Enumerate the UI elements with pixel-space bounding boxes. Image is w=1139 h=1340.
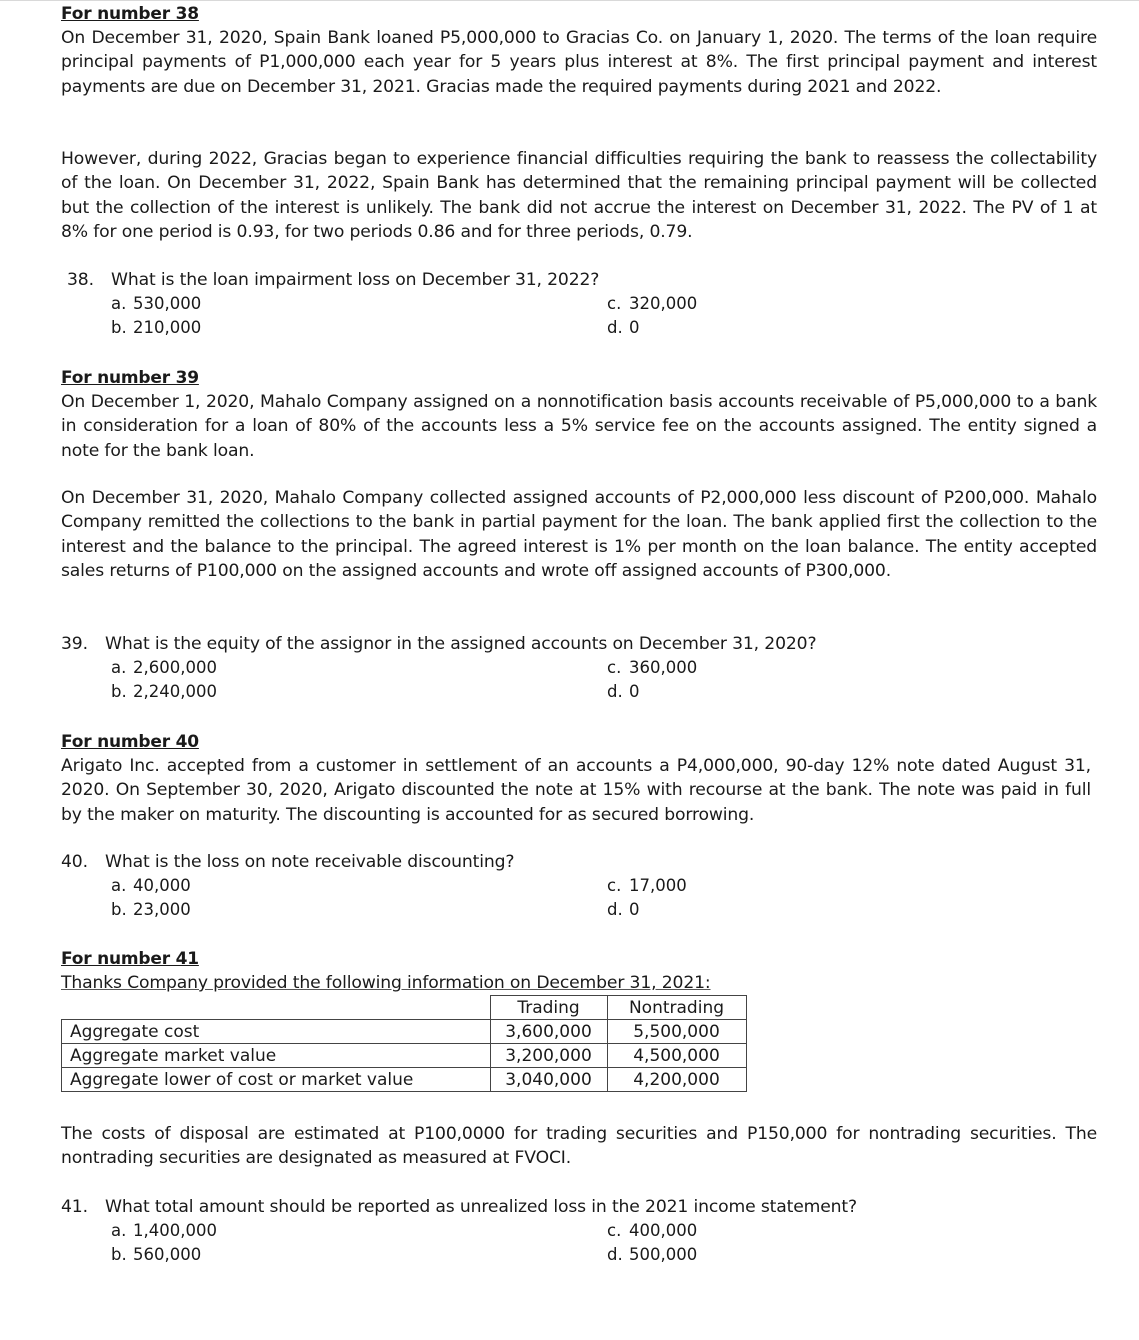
choice-b[interactable]: b. 2,240,000 <box>111 682 217 701</box>
choice-a[interactable]: a. 1,400,000 <box>111 1221 217 1240</box>
question-number: 40. <box>61 852 88 872</box>
cell-trading: 3,200,000 <box>490 1044 607 1068</box>
column-header-nontrading: Nontrading <box>607 996 746 1020</box>
question-text: What total amount should be reported as unrealized loss in the 2021 income statement? <box>105 1197 857 1217</box>
question-39 <box>61 632 1097 704</box>
question-number: 41. <box>61 1197 88 1217</box>
cell-trading: 3,600,000 <box>490 1020 607 1044</box>
choice-d[interactable]: d. 0 <box>607 900 640 919</box>
question-41 <box>61 1195 1097 1267</box>
choice-b[interactable]: b. 560,000 <box>111 1245 202 1264</box>
section-heading: For number 40 <box>61 732 199 752</box>
top-border <box>0 0 1139 1</box>
choice-d[interactable]: d. 0 <box>607 682 640 701</box>
data-table <box>61 995 747 1092</box>
table-row <box>62 1020 747 1044</box>
row-label: Aggregate market value <box>62 1044 491 1068</box>
question-40 <box>61 850 1097 922</box>
choice-b[interactable]: b. 23,000 <box>111 900 191 919</box>
section-heading: For number 41 <box>61 949 199 969</box>
choice-d[interactable]: d. 0 <box>607 318 640 337</box>
section-40 <box>61 730 1097 827</box>
paragraph: The costs of disposal are estimated at P100,0000 for trading securities and P150,000 for nontrading securities. The nontrading securities are designated as measured at FVOCI. <box>61 1124 1097 1169</box>
choice-b[interactable]: b. 210,000 <box>111 318 202 337</box>
choice-a[interactable]: a. 40,000 <box>111 876 191 895</box>
cell-nontrading: 4,500,000 <box>607 1044 746 1068</box>
choice-c[interactable]: c. 400,000 <box>607 1221 698 1240</box>
cell-trading: 3,040,000 <box>490 1068 607 1092</box>
paragraph: On December 1, 2020, Mahalo Company assigned on a nonnotification basis accounts receivable of P5,000,000 to a bank in consideration for a loan of 80% of the accounts less a 5% service fee on the accounts assigned. The entity signed a note for the bank loan. <box>61 392 1097 461</box>
question-text: What is the loss on note receivable discounting? <box>105 852 515 872</box>
question-38 <box>67 268 1103 340</box>
choice-c[interactable]: c. 17,000 <box>607 876 687 895</box>
section-39 <box>61 366 1097 463</box>
choices <box>61 656 1097 704</box>
section-41-paragraph <box>61 1122 1097 1171</box>
section-heading: For number 38 <box>61 4 199 24</box>
cell-nontrading: 4,200,000 <box>607 1068 746 1092</box>
section-41 <box>61 947 1097 995</box>
table-intro: Thanks Company provided the following information on December 31, 2021: <box>61 973 711 993</box>
row-label: Aggregate cost <box>62 1020 491 1044</box>
securities-table <box>61 995 1097 1092</box>
choice-a[interactable]: a. 530,000 <box>111 294 202 313</box>
choices <box>61 1219 1097 1267</box>
section-heading: For number 39 <box>61 368 199 388</box>
table-row <box>62 1044 747 1068</box>
question-number: 39. <box>61 634 88 654</box>
row-label: Aggregate lower of cost or market value <box>62 1068 491 1092</box>
section-38-paragraph-2 <box>61 147 1097 245</box>
choice-d[interactable]: d. 500,000 <box>607 1245 698 1264</box>
section-38 <box>61 2 1097 99</box>
cell-nontrading: 5,500,000 <box>607 1020 746 1044</box>
column-header-trading: Trading <box>490 996 607 1020</box>
question-text: What is the loan impairment loss on December 31, 2022? <box>111 270 600 290</box>
choice-c[interactable]: c. 320,000 <box>607 294 698 313</box>
choice-a[interactable]: a. 2,600,000 <box>111 658 217 677</box>
choices <box>61 874 1097 922</box>
paragraph: Arigato Inc. accepted from a customer in settlement of an accounts a P4,000,000, 90-day 12% note dated August 31, 2020. On September 30, 2020, Arigato discounted the note at 15% with recourse at the bank. The note was paid in full by the maker on maturity. The discounting is accounted for as secured borrowing. <box>61 756 1091 825</box>
paragraph: On December 31, 2020, Spain Bank loaned P5,000,000 to Gracias Co. on January 1, 2020. The terms of the loan require principal payments of P1,000,000 each year for 5 years plus interest at 8%. The first principal payment and interest payments are due on December 31, 2021. Gracias made the required payments during 2021 and 2022. <box>61 28 1097 97</box>
paragraph: However, during 2022, Gracias began to experience financial difficulties requiring the bank to reassess the collectability of the loan. On December 31, 2022, Spain Bank has determined that the remaining principal payment will be collected but the collection of the interest is unlikely. The bank did not accrue the interest on December 31, 2022. The PV of 1 at 8% for one period is 0.93, for two periods 0.86 and for three periods, 0.79. <box>61 149 1097 243</box>
paragraph: On December 31, 2020, Mahalo Company collected assigned accounts of P2,000,000 less discount of P200,000. Mahalo Company remitted the collections to the bank in partial payment for the loan. The bank applied first the collection to the interest and the balance to the principal. The agreed interest is 1% per month on the loan balance. The entity accepted sales returns of P100,000 on the assigned accounts and wrote off assigned accounts of P300,000. <box>61 488 1097 582</box>
table-row <box>62 1068 747 1092</box>
section-39-paragraph-2 <box>61 486 1097 584</box>
choice-c[interactable]: c. 360,000 <box>607 658 698 677</box>
table-header-row <box>62 996 747 1020</box>
choices <box>67 292 1103 340</box>
question-text: What is the equity of the assignor in the assigned accounts on December 31, 2020? <box>105 634 817 654</box>
question-number: 38. <box>67 270 94 290</box>
